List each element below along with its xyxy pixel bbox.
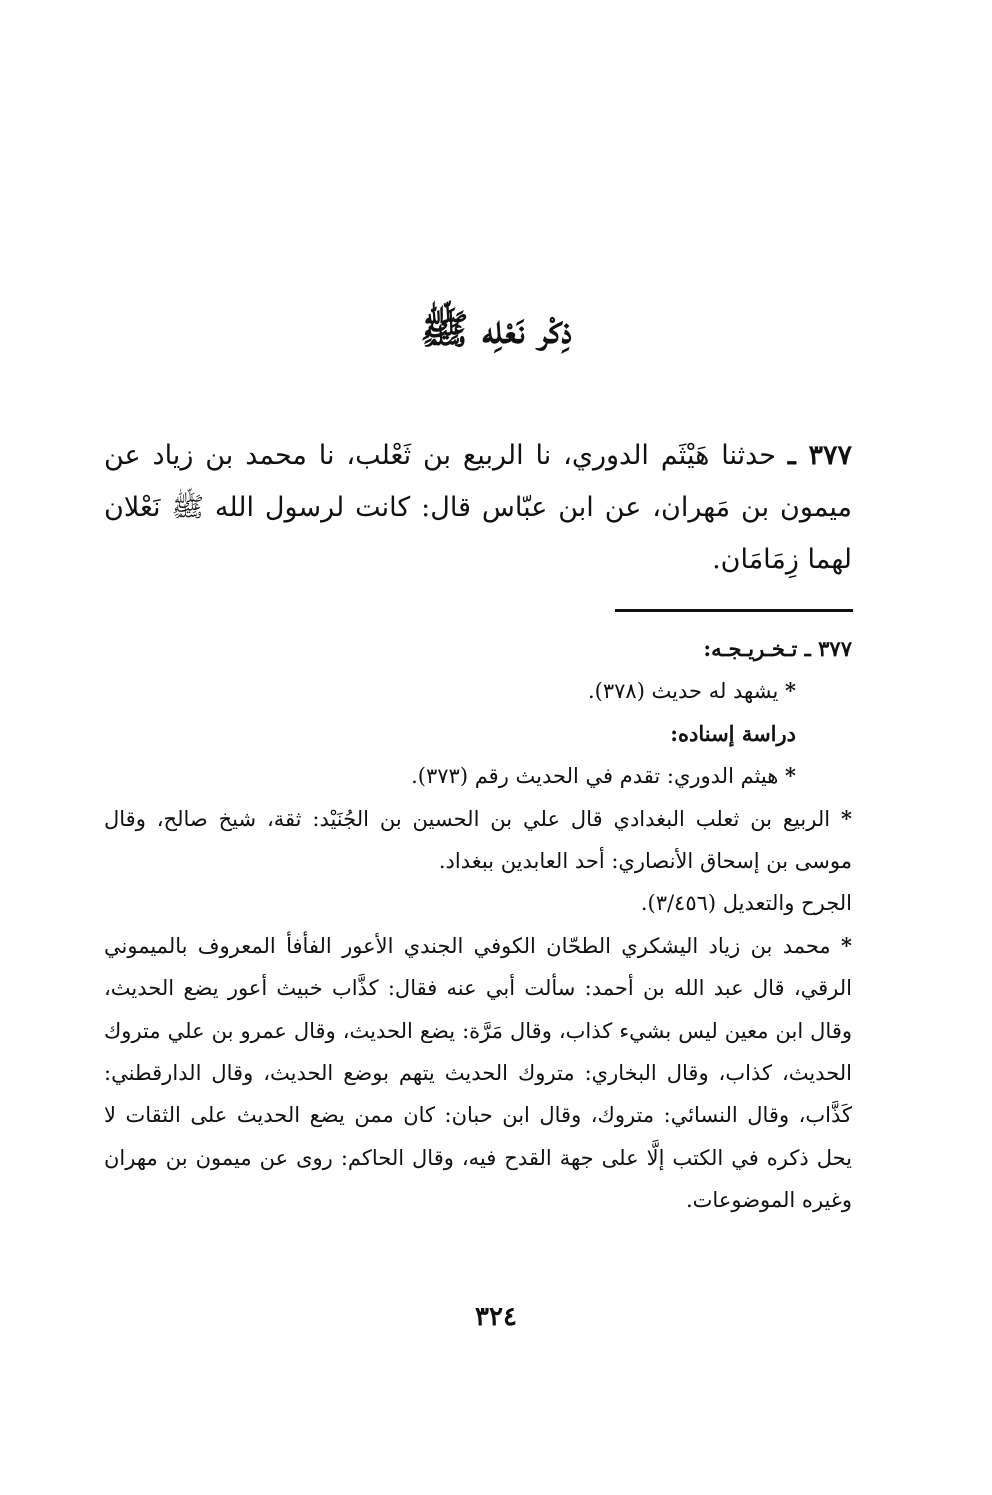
page-number: ٣٢٤: [475, 1302, 517, 1332]
isnad-heading: دراسة إسناده:: [670, 720, 796, 746]
hadith-text: حدثنا هَيْثَم الدوري، نا الربيع بن ثَعْلب، نا محمد بن زياد عن ميمون بن مَهران، عن ابن عبّاس قال: كانت لرسول الله ﷺ نَعْلان لهما زِمَامَان.: [104, 440, 852, 575]
takhrij-item: [104, 670, 852, 712]
narrator-item-2: [104, 798, 852, 883]
takhrij-heading: ٣٧٧ ـ تـخـريـجـه:: [703, 636, 852, 661]
narrator-item-3: [104, 925, 852, 1222]
bullet-star: *: [841, 932, 852, 958]
chapter-title: ذِكْر نَعْلِه ﷺ: [420, 306, 572, 353]
footnotes: [104, 628, 852, 1222]
narrator-item-1-text: هيثم الدوري: تقدم في الحديث رقم (٣٧٣).: [411, 764, 779, 789]
narrator-item-2-reference: الجرح والتعديل (٣/٤٥٦).: [640, 891, 852, 916]
hadith-number: ٣٧٧ ـ: [787, 440, 852, 471]
hadith-text-block: [104, 430, 852, 586]
narrator-item-1: [104, 755, 852, 797]
narrator-item-3-text: محمد بن زياد اليشكري الطحّان الكوفي الجندي الأعور الفأفأ المعروف بالميموني الرقي، قال عبد الله بن أحمد: سألت أبي عنه فقال: كذَّاب خبيث أعور يضع الحديث، وقال ابن معين ليس بشيء كذاب، وقال مَرَّة: يضع الحديث، وقال عمرو بن علي متروك الحديث، كذاب، وقال البخاري: متروك الحديث يتهم بوضع الحديث، وقال الدارقطني: كَذَّاب، وقال النسائي: متروك، وقال ابن حبان: كان ممن يضع الحديث على الثقات لا يحل ذكره في الكتب إلَّا على جهة القدح فيه، وقال الحاكم: روى عن ميمون بن مهران وغيره الموضوعات.: [104, 933, 852, 1213]
bullet-star: *: [785, 678, 796, 704]
narrator-item-2-text: الربيع بن ثعلب البغدادي قال علي بن الحسين بن الجُنَيْد: ثقة، شيخ صالح، وقال موسى بن إسحاق الأنصاري: أحد العابدين ببغداد.: [104, 806, 852, 874]
bullet-star: *: [785, 763, 796, 789]
takhrij-item-text: يشهد له حديث (٣٧٨).: [587, 679, 779, 704]
footnote-divider: [615, 609, 853, 612]
bullet-star: *: [841, 805, 852, 831]
